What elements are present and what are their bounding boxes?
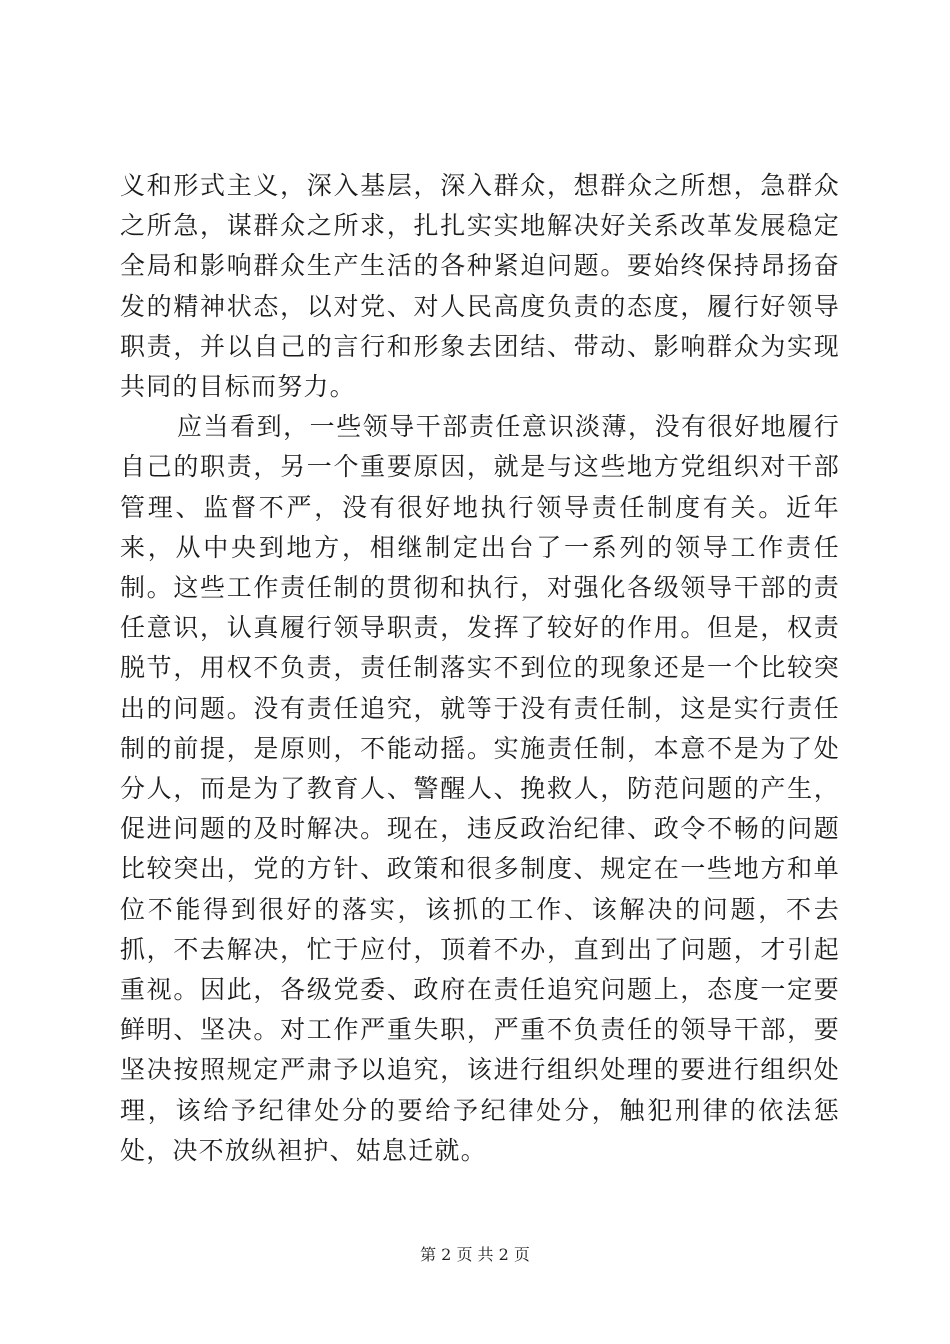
paragraph-2: 应当看到，一些领导干部责任意识淡薄，没有很好地履行自己的职责，另一个重要原因，就是与这些地方党组织对干部管理、监督不严，没有很好地执行领导责任制度有关。近年来，从中央到地方，相继制定出台了一系列的领导工作责任制。这些工作责任制的贯彻和执行，对强化各级领导干部的责任意识，认真履行领导职责，发挥了较好的作用。但是，权责脱节，用权不负责，责任制落实不到位的现象还是一个比较突出的问题。没有责任追究，就等于没有责任制，这是实行责任制的前提，是原则，不能动摇。实施责任制，本意不是为了处分人，而是为了教育人、警醒人、挽救人，防范问题的产生，促进问题的及时解决。现在，违反政治纪律、政令不畅的问题比较突出，党的方针、政策和很多制度、规定在一些地方和单位不能得到很好的落实，该抓的工作、该解决的问题，不去抓，不去解决，忙于应付，顶着不办，直到出了问题，才引起重视。因此，各级党委、政府在责任追究问题上，态度一定要鲜明、坚决。对工作严重失职，严重不负责任的领导干部，要坚决按照规定严肃予以追究，该进行组织处理的要进行组织处理，该给予纪律处分的要给予纪律处分，触犯刑律的依法惩处，决不放纵袒护、姑息迁就。 — [120, 412, 840, 1165]
page-footer: 第 2 页 共 2 页 — [420, 1245, 530, 1264]
document-body — [120, 166, 840, 1171]
paragraph-1: 义和形式主义，深入基层，深入群众，想群众之所想，急群众之所急，谋群众之所求，扎扎实实地解决好关系改革发展稳定全局和影响群众生产生活的各种紧迫问题。要始终保持昂扬奋发的精神状态，以对党、对人民高度负责的态度，履行好领导职责，并以自己的言行和形象去团结、带动、影响群众为实现共同的目标而努力。 — [120, 171, 840, 402]
